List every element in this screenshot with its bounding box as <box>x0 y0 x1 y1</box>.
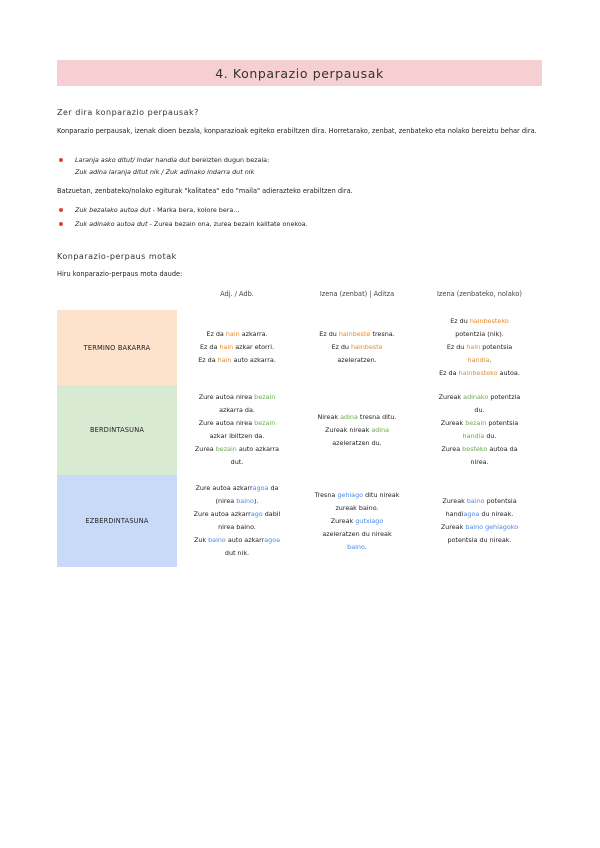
table-cell: Zure autoa azkarragoa da (nirea baino). Zure autoa azkarrago dabil nirea baino. Zuk baino auto azkarragoa dut nik. <box>193 484 281 557</box>
intro-paragraph-2: Batzuetan, zenbateko/nolako egiturak "kalitatea" edo "maila" adierazteko erabiltzen dira. <box>57 187 353 195</box>
row-label: BERDINTASUNA <box>57 385 177 475</box>
intro-paragraph: Konparazio perpausak, izenak dioen bezala, konparazioak egiteko erabiltzen dira. Horretarako, zenbat, zenbateko eta nolako bereiztu behar dira. <box>57 127 537 135</box>
table-row-ezberdintasuna <box>57 475 542 567</box>
table-cell: Tresna gehiago ditu nireak zureak baino. Zureak gutxiago azeleratzen du nireak baino. <box>314 490 400 551</box>
table-row-berdintasuna <box>57 385 542 475</box>
table-header-adj: Adj. / Adb. <box>220 290 254 298</box>
bullet-dot-icon <box>59 222 63 226</box>
table-header-izena-nolako: Izena (zenbateko, nolako) <box>436 290 522 298</box>
table-cell: Ez du hainbeste tresna. Ez du hainbeste azeleratzen. <box>319 330 395 364</box>
row-label: EZBERDINTASUNA <box>57 475 177 567</box>
table-row-termino-bakarra <box>57 310 542 385</box>
section-heading-types: Konparazio-perpaus motak <box>57 252 177 261</box>
types-intro: Hiru konparazio-perpaus mota daude: <box>57 270 183 278</box>
table-cell: Nireak adina tresna ditu. Zureak nireak adina azeleratzen du. <box>317 412 397 447</box>
page-title: 4. Konparazio perpausak <box>215 65 384 81</box>
table-header-izena: Izena (zenbat) | Aditza <box>319 290 395 298</box>
bullet-3: Zuk adinako autoa dut - Zurea bezain ona, zurea bezain kalitate onekoa. <box>75 219 535 231</box>
section-heading-what: Zer dira konparazio perpausak? <box>57 108 199 117</box>
bullet-2: Zuk bezalako autoa dut - Marka bera, kolore bera... <box>75 205 535 217</box>
title-banner <box>57 60 542 86</box>
table-cell: Zure autoa nirea bezain azkarra da. Zure autoa nirea bezain azkar ibiltzen da. Zurea bezain auto azkarra dut. <box>194 393 280 466</box>
bullet-dot-icon <box>59 158 63 162</box>
bullet-dot-icon <box>59 208 63 212</box>
table-cell: Ez da hain azkarra. Ez da hain azkar etorri. Ez da hain auto azkarra. <box>198 330 276 364</box>
table-cell: Ez du hainbesteko potentzia (nik). Ez du hain potentsia handia. Ez da hainbesteko autoa. <box>439 317 520 377</box>
table-cell: Zureak adinako potentzia du. Zureak bezain potentsia handia du. Zurea besteko autoa da nirea. <box>438 393 521 466</box>
bullet-1: Laranja asko ditut/ Indar handia dut bereizten dugun bezala: Zuk adina laranja ditut nik / Zuk adinako indarra dut nik <box>75 155 535 178</box>
table-cell: Zureak baino potentsia handiagoa du nireak. Zureak baino gehiagoko potentsia du nireak. <box>440 497 519 544</box>
row-label: TERMINO BAKARRA <box>57 310 177 385</box>
